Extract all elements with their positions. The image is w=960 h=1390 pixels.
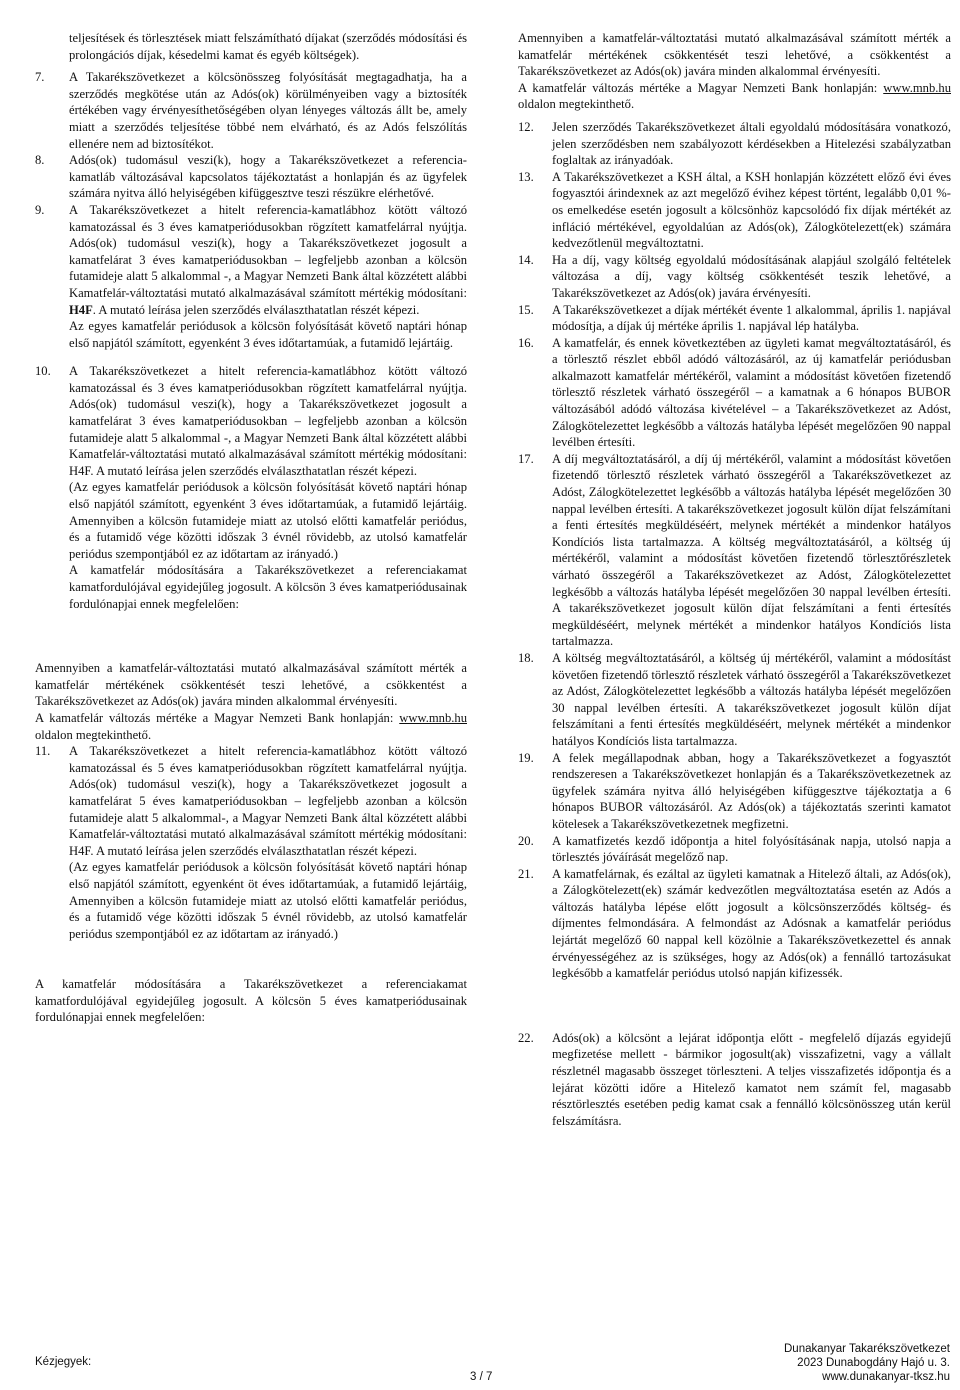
left-column (35, 30, 467, 1026)
clause-number: 19. (518, 750, 534, 765)
clause-number: 14. (518, 252, 534, 267)
clause-text: A Takarékszövetkezet a kölcsönösszeg folyósítását megtagadhatja, ha a szerződés megkötése után az Adós(ok) körülményeiben vagy a biztosíték értékében vagy érvényesíthetőségében olyan lényeges változás állt be, amely miatt a szerződés teljesítése többé nem elvárható, és az Adós felszólítás ellenére nem ad biztosítékot. (69, 70, 467, 151)
clause-21 (518, 866, 951, 982)
clause-number: 22. (518, 1030, 534, 1045)
company-info (784, 1342, 950, 1384)
clause-18 (518, 650, 951, 750)
clause-text: A Takarékszövetkezet a hitelt referencia-kamatlábhoz kötött változó kamatozással és 5 éves kamatperiódusokban rögzített kamatfelárral nyújtja. Adós(ok) tudomásul veszi(k), hogy a Takarékszövetkezet jogosult a kamatfelárat 5 éves kamatperiódusokban – legfeljebb azonban a kölcsön futamideje alatt 5 alkalommal-, a Magyar Nemzeti Bank által közzétett alábbi Kamatfelár-változtatási mutató alkalmazásával számított mértékig módosítani: H4F. A mutató leírása jelen szerződés elválaszthatatlan részét képezi. (69, 744, 467, 858)
clause-10 (35, 363, 467, 612)
clause-15 (518, 302, 951, 335)
clause-text: (Az egyes kamatfelár periódusok a kölcsön folyósítását követő naptári hónap első napjától számított, egyenként 3 éves időtartamúak, a futamidő lejártáig. Amennyiben a kölcsön futamideje miatt az utolsó előtti kamatfelár periódus, és a futamidő vége közötti időszak 3 évnél rövidebb, az utolsó kamatfelár periódus szempontjából ez az időtartam az irányadó.) (69, 480, 467, 561)
clause-text: A kamatfizetés kezdő időpontja a hitel folyósításának napja, utolsó napja a törlesztés jóváírását megelőző nap. (552, 833, 951, 865)
company-website[interactable]: www.dunakanyar-tksz.hu (822, 1371, 950, 1383)
clause-text: A díj megváltoztatásáról, a díj új mértékéről, valamint a módosítást követően fizetendő törlesztő részletek várható összegéről a Takarékszövetkezet az Adóst, Zálogkötelezettet legkésőbb a változás hatályba lépését megelőzően 30 nappal levélben értesíti. A takarékszövetkezet jogosult külön díjat felszámítani a fenti értesítés megküldéséért, melynek mértékét a mindenkor hatályos Kondíciós lista tartalmazza. A költség megváltoztatásáról, a költség új mértékéről, valamint a módosítást követően fizetendő törlesztőrészletek várható összegéről a Takarékszövetkezet az Adóst, Zálogkötelezettet legkésőbb a változás hatályba lépését megelőzően 30 nappal levélben értesíti. A takarékszövetkezet jogosult külön díjat felszámítani a fenti értesítés megküldéséért, melynek mértékét a mindenkor hatályos Kondíciós lista tartalmazza. (552, 451, 951, 649)
clause-text: A felek megállapodnak abban, hogy a Takarékszövetkezet a fogyasztót rendszeresen a Takarékszövetkezet honlapján és a Takarékszövetkezetnek az ügyfelek számára nyitva álló helyiségében kifüggesztve tájékoztatja a 6 hónapos BUBOR változásáról. Az Adós(ok) a tájékoztatás szerinti kamatot kötelesek a Takarékszövetkezetnek megfizetni. (552, 750, 951, 831)
clause-number: 20. (518, 833, 534, 848)
clause-number: 12. (518, 119, 534, 134)
indicator-code: H4F (69, 302, 93, 317)
clause-text: A Takarékszövetkezet a KSH által, a KSH honlapján közzétett előző évi éves fogyasztói árindexnek az azt megelőző évihez képest történt, legalább 0,01 %-os emelkedése esetén jogosult a kölcsönhöz kapcsolódó fix díjak mértékét az infláció mértékével, egyoldalúan az Adós(ok), Zálogkötelezett(ek) számára kedvezőtlenül megváltoztatni. (552, 169, 951, 251)
clause-12 (518, 119, 951, 169)
clause-text: A kamatfelár módosítására a Takarékszövetkezet a referenciakamat kamatfordulójával egyidejűleg jogosult. A kölcsön 3 éves kamatperiódusainak fordulónapjai ennek megfelelően: (69, 563, 467, 611)
clause-text: Jelen szerződés Takarékszövetkezet általi egyoldalú módosítására vonatkozó, jelen szerződésben nem szabályozott kérdésekben a Hitelezési szabályzatban foglaltak az irányadóak. (552, 119, 951, 168)
clause-text: A kamatfelárnak, és ezáltal az ügyleti kamatnak a Hitelező általi, az Adós(ok), a Zálogkötelezett(ek) számár kedvezőtlen megváltoztatása esetén az Adós a változás hatályba lépése előtt jogosult a kölcsönszerződés költség- és díjmentes felmondására. A felmondást az Adósnak a kamatfelár periódus lejártát megelőző 60 nappal kell közölnie a Takarékszövetkezettel és annak érvényességéhez az is szükséges, hogy az Adós(ok) a fennálló tartozásukat legkésőbb a kamatfelár periódus utolsó napján kifizessék. (552, 866, 951, 981)
clause-8 (35, 152, 467, 202)
clause-16 (518, 335, 951, 451)
clause-text: A Takarékszövetkezet a hitelt referencia-kamatlábhoz kötött változó kamatozással és 3 éves kamatperiódusokban rögzített kamatfelárral nyújtja. Adós(ok) tudomásul veszi(k), hogy a Takarékszövetkezet jogosult a kamatfelárat 3 éves kamatperiódusokban – legfeljebb azonban a kölcsön futamideje alatt 5 alkalommal -, a Magyar Nemzeti Bank által közzétett alábbi Kamatfelár-változtatási mutató alkalmazásával számított mértékig módosítani: H4F. A mutató leírása jelen szerződés elválaszthatatlan részét képezi. (69, 364, 467, 478)
clause-text: Ha a díj, vagy költség egyoldalú módosításának alapjául szolgáló feltételek változása a díj, vagy költség csökkentését teszik lehetővé, a Takarékszövetkezet az Adós(ok) javára érvényesíti. (552, 252, 951, 300)
clause-number: 7. (35, 70, 45, 85)
right-column (518, 30, 951, 1129)
clause-number: 10. (35, 364, 51, 379)
clause-20 (518, 833, 951, 866)
clause-text: A kamatfelár módosítására a Takarékszövetkezet a referenciakamat kamatfordulójával egyidejűleg jogosult. A kölcsön 5 éves kamatperiódusainak fordulónapjai ennek megfelelően: (35, 977, 467, 1025)
clause-text: A Takarékszövetkezet a hitelt referencia-kamatlábhoz kötött változó kamatozással és 3 éves kamatperiódusokban rögzített kamatfelárral nyújtja. Adós(ok) tudomásul veszi(k), hogy a Takarékszövetkezet jogosult a kamatfelárat 3 éves kamatperiódusokban – legfeljebb azonban a kölcsön futamideje alatt 5 alkalommal -, a Magyar Nemzeti Bank által közzétett alábbi Kamatfelár-változtatási mutató alkalmazásával számított mértékig módosítani: H4F. A mutató leírása jelen szerződés elválaszthatatlan részét képezi. (69, 202, 467, 317)
reduction-note: Amennyiben a kamatfelár-változtatási mutató alkalmazásával számított mérték a kamatfelár mértékének csökkentését teszi lehetővé, a csökkentést a Takarékszövetkezet az Adós(ok) javára minden alkalommal érvényesíti. (518, 31, 951, 79)
clause-13 (518, 169, 951, 252)
mnb-link[interactable]: www.mnb.hu (399, 710, 467, 725)
clause-text: (Az egyes kamatfelár periódusok a kölcsön folyósítását követő naptári hónap első napjától számított, egyenként öt éves időtartamúak, a futamidő lejártáig, Amennyiben a kölcsön futamideje miatt az utolsó előtti kamatfelár periódus, és a futamidő vége közötti időszak 5 évnél rövidebb, az utolsó kamatfelár periódus szempontjából ez az időtartam az irányadó.) (69, 860, 467, 941)
clause-number: 16. (518, 335, 534, 350)
clause-number: 18. (518, 650, 534, 665)
clause-11 (35, 743, 467, 942)
intro-paragraph: teljesítések és törlesztések miatt felszámítható díjakat (szerződés módosítási és prolongációs díjak, késedelmi kamat és egyéb költségek). (69, 31, 467, 62)
signature-label: Kézjegyek: (35, 1356, 92, 1368)
clause-text: A Takarékszövetkezet a díjak mértékét évente 1 alkalommal, április 1. napjával módosítja, a díjak új mértéke április 1. napjával lép hatályba. (552, 302, 951, 334)
company-name: Dunakanyar Takarékszövetkezet (784, 1343, 950, 1355)
clause-number: 17. (518, 451, 534, 466)
clause-number: 9. (35, 202, 45, 217)
page-number: 3 / 7 (470, 1371, 493, 1383)
clause-7 (35, 69, 467, 152)
clause-text: Az egyes kamatfelár periódusok a kölcsön folyósítását követő naptári hónap első napjától számított, egyenként 3 éves időtartamúak, a futamidő lejártáig. (69, 319, 467, 350)
clause-text: A kamatfelár, és ennek következtében az ügyleti kamat megváltoztatásáról, és a törlesztő részlet ebből adódó változásáról, az új kamatfelár periódusban alkalmazott kamatfelár mértékéről, valamint a módosítást követően fizetendő törlesztő részletek várható összegéről – a kamatnak a 6 hónapos BUBOR változásából adódó változása kivételével – a Takarékszövetkezet az Adóst, Zálogkötelezettet legkésőbb a változás hatályba lépését megelőzően 90 nappal levélben értesíti. (552, 335, 951, 450)
clause-number: 13. (518, 169, 534, 184)
clause-14 (518, 252, 951, 302)
mnb-link[interactable]: www.mnb.hu (883, 80, 951, 95)
clause-number: 11. (35, 744, 51, 759)
clause-number: 15. (518, 302, 534, 317)
clause-number: 21. (518, 866, 534, 881)
clause-9 (35, 202, 467, 351)
clause-number: 8. (35, 153, 45, 168)
clause-text: Adós(ok) a kölcsönt a lejárat időpontja előtt - megfelelő díjazás egyidejű megfizetése mellett - bármikor jogosult(ak) visszafizetni, vagy a vállalt részletnél magasabb összeget törleszteni. A teljes visszafizetés időpontja és a lejárat közötti időre a Hitelező kamatot nem számít fel, magasabb résztörlesztés esetében pedig kamat csak a fennálló kölcsönösszeg után kerül felszámításra. (552, 1030, 951, 1128)
clause-19 (518, 750, 951, 833)
clause-17 (518, 451, 951, 650)
mnb-note: A kamatfelár változás mértéke a Magyar Nemzeti Bank honlapján: www.mnb.hu oldalon megtekinthető. (35, 710, 467, 742)
clause-22 (518, 1030, 951, 1130)
clause-text: A költség megváltoztatásáról, a költség új mértékéről, valamint a módosítást követően fizetendő törlesztő részletek várható összegéről a Takarékszövetkezet az Adóst, Zálogkötelezettet legkésőbb a változás hatályba lépését megelőzően 30 nappal levélben értesíti. A takarékszövetkezet jogosult külön díjat felszámítani a fenti értesítés megküldéséért, melynek mértékét a mindenkor hatályos Kondíciós lista tartalmazza. (552, 650, 951, 748)
reduction-note: Amennyiben a kamatfelár-változtatási mutató alkalmazásával számított mérték a kamatfelár mértékének csökkentését teszi lehetővé, a csökkentést a Takarékszövetkezet az Adós(ok) javára minden alkalommal érvényesíti. (35, 661, 467, 709)
clause-text: Adós(ok) tudomásul veszi(k), hogy a Takarékszövetkezet a referencia-kamatláb változásával kapcsolatos tájékoztatást a honlapján és az ügyfelek számára nyitva álló helyiségében kifüggesztve teszi részükre elérhetővé. (69, 153, 467, 201)
mnb-note: A kamatfelár változás mértéke a Magyar Nemzeti Bank honlapján: www.mnb.hu oldalon megtekinthető. (518, 80, 951, 112)
company-address: 2023 Dunabogdány Hajó u. 3. (797, 1357, 950, 1369)
